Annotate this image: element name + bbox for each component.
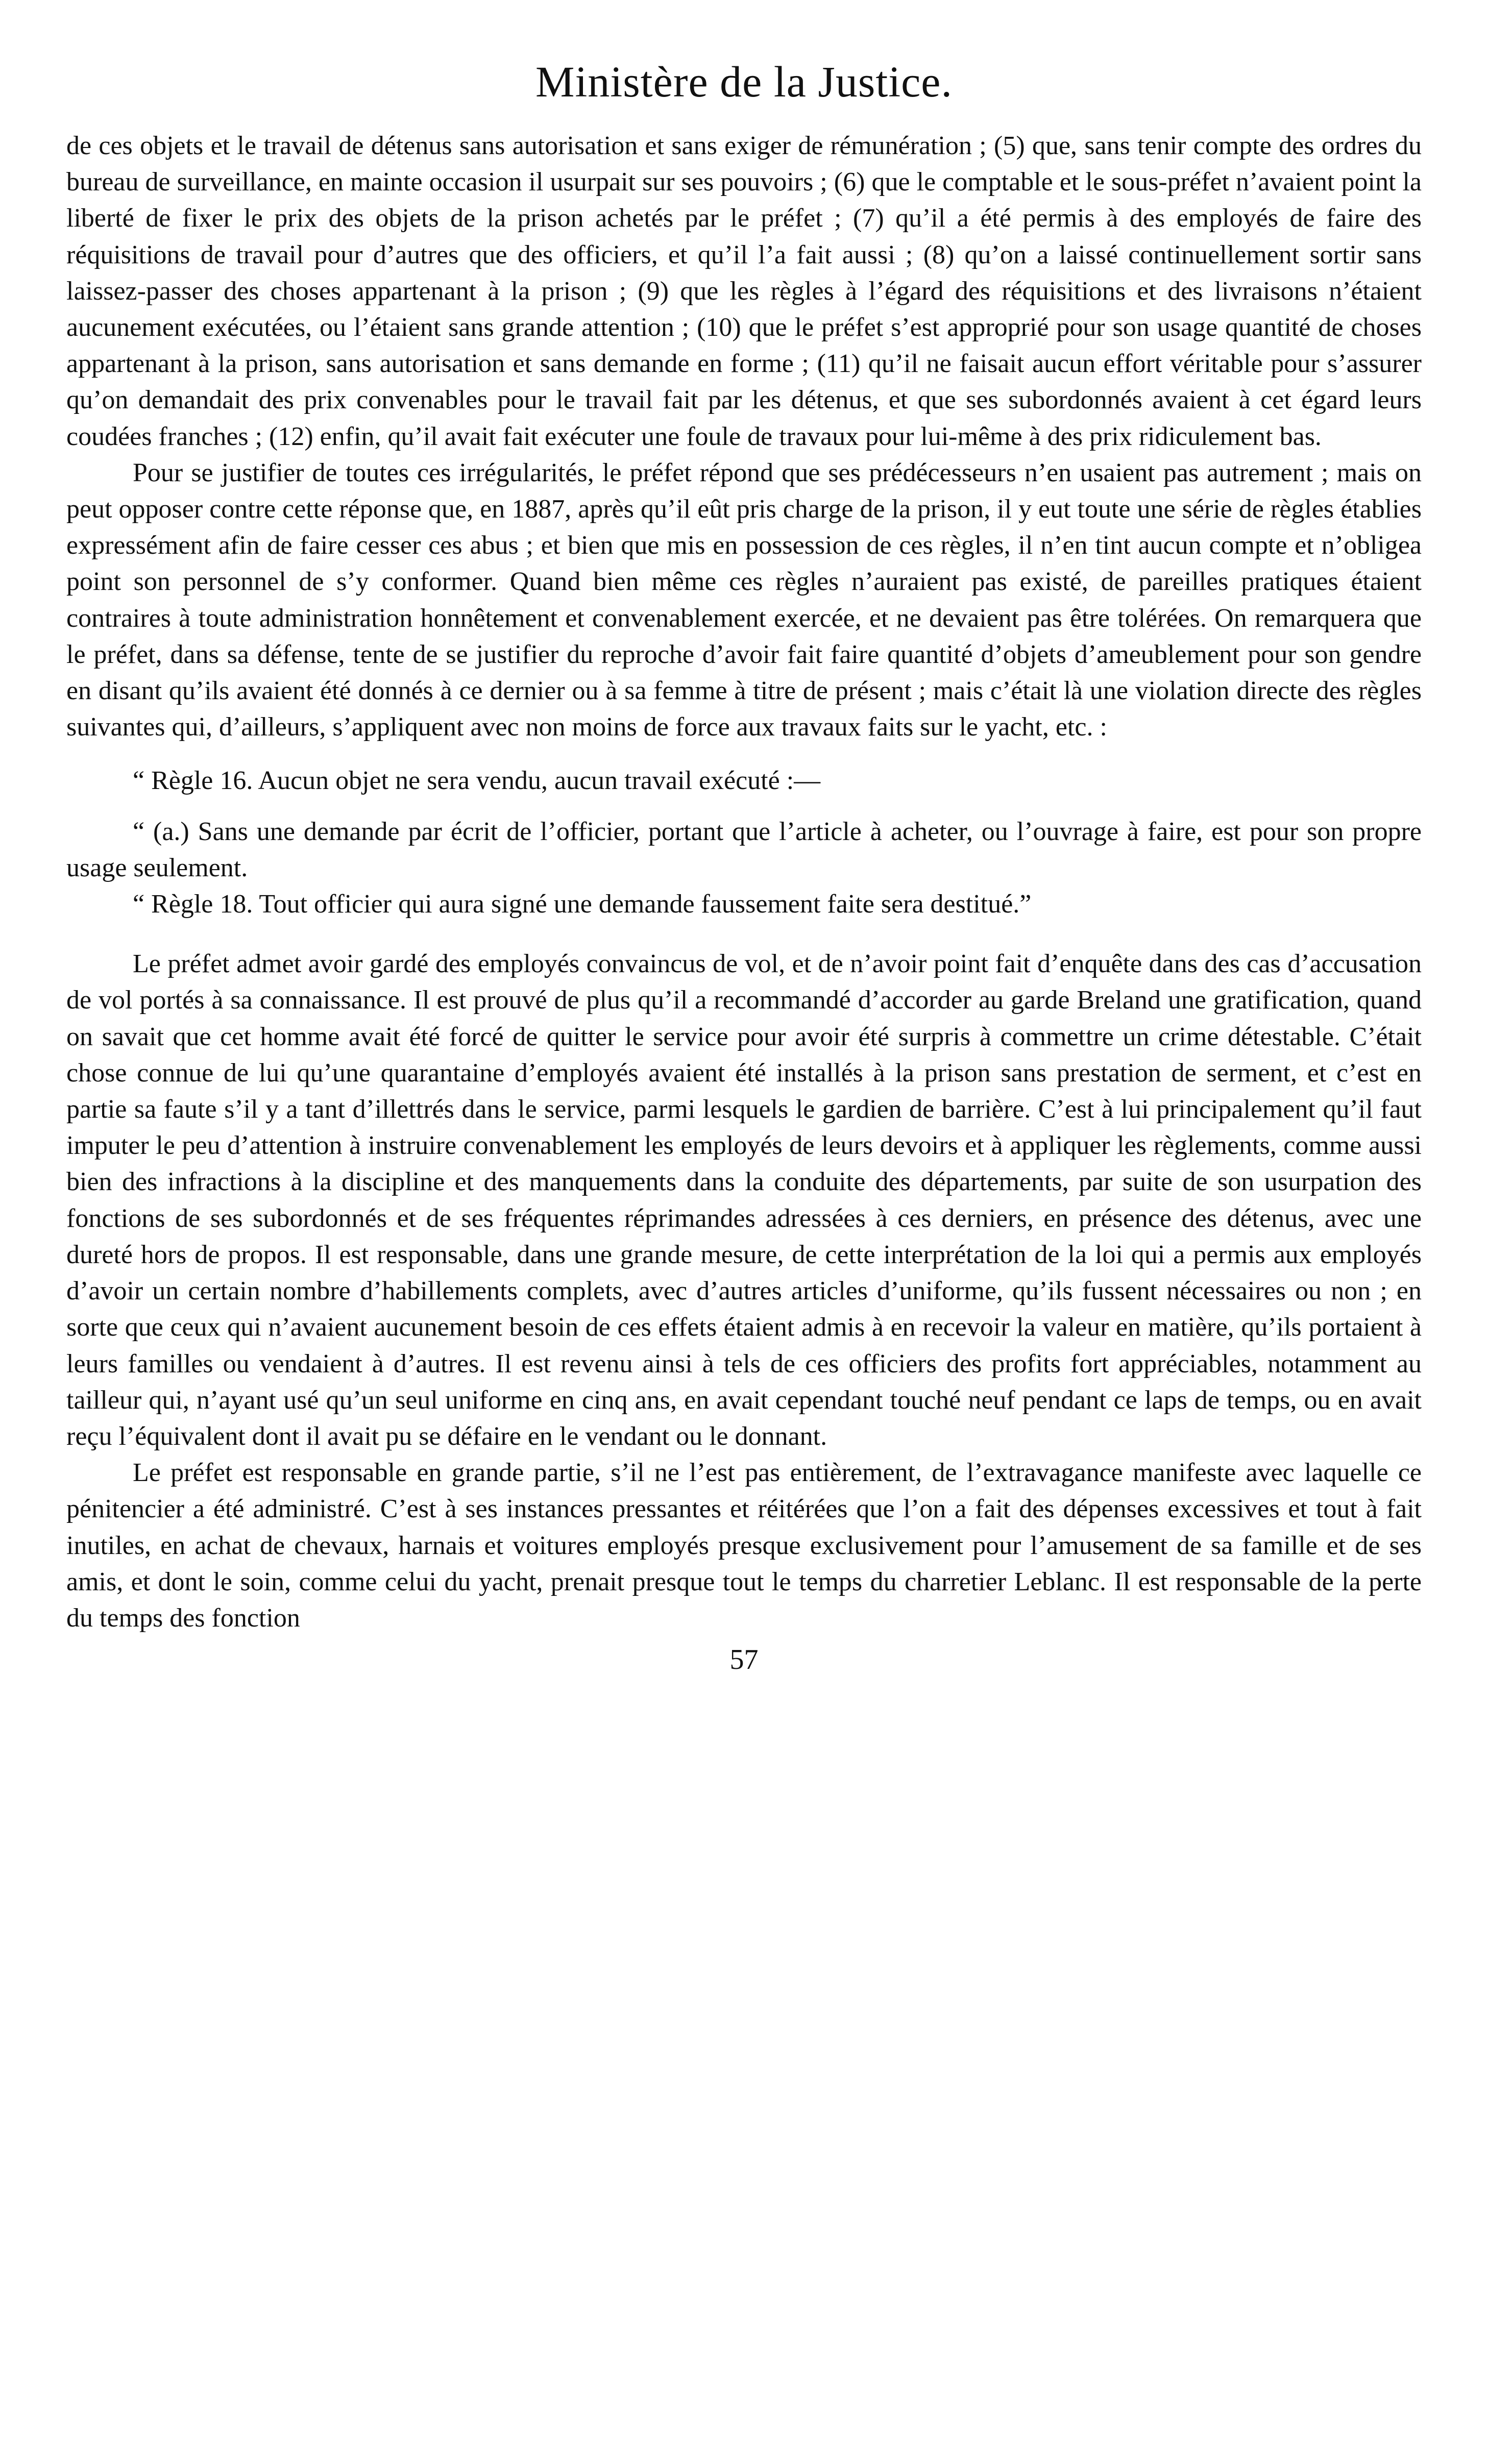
- body-text: [66, 128, 1422, 1636]
- document-page: [66, 56, 1422, 2424]
- page-number: 57: [729, 1644, 759, 1676]
- rule-18: “ Règle 18. Tout officier qui aura signé une demande faussement faite sera destitué.”: [133, 890, 1032, 919]
- paragraph-extravagance: Le préfet est responsable en grande partie, s’il ne l’est pas entièrement, de l’extravagance manifeste avec laquelle ce pénitencier a été administré. C’est à ses instances pressantes et réitérées que l’on a fait des dépenses excessives et tout à fait inutiles, en achat de chevaux, harnais et voitures employés presque exclusivement pour l’amusement de sa famille et de ses amis, et dont le soin, comme celui du yacht, prenait presque tout le temps du charretier Leblanc. Il est responsable de la perte du temps des fonction: [66, 1458, 1422, 1633]
- rule-16: “ Règle 16. Aucun objet ne sera vendu, aucun travail exécuté :—: [133, 766, 821, 796]
- quoted-rules: [66, 762, 1422, 922]
- running-head-title: Ministère de la Justice.: [535, 57, 953, 106]
- rule-16-clause-a: “ (a.) Sans une demande par écrit de l’officier, portant que l’article à acheter, ou l’ouvrage à faire, est pour son propre usage seulement.: [66, 817, 1422, 882]
- paragraph-justification: Pour se justifier de toutes ces irrégularités, le préfet répond que ses prédécesseurs n’en usaient pas autrement ; mais on peut opposer contre cette réponse que, en 1887, après qu’il eût pris charge de la prison, il y eut toute une série de règles établies expressément afin de faire cesser ces abus ; et bien que mis en possession de ces règles, il n’en tint aucun compte et n’obligea point son personnel de s’y conformer. Quand bien même ces règles n’auraient pas existé, de pareilles pratiques étaient contraires à toute administration honnêtement et convenablement exercée, et ne devaient pas être tolérées. On remarquera que le préfet, dans sa défense, tente de se justifier du reproche d’avoir fait faire quantité d’objets d’ameublement pour son gendre en disant qu’ils avaient été donnés à ce dernier ou à sa femme à titre de présent ; mais c’était là une violation directe des règles suivantes qui, d’ailleurs, s’appliquent avec non moins de force aux travaux faits sur le yacht, etc. :: [66, 458, 1422, 742]
- paragraph-continuation: de ces objets et le travail de détenus sans autorisation et sans exiger de rémunération ; (5) que, sans tenir compte des ordres du bureau de surveillance, en mainte occasion il usurpait sur ses pouvoirs ; (6) que le comptable et le sous-préfet n’avaient point la liberté de fixer le prix des objets de la prison achetés par le préfet ; (7) qu’il a été permis à des employés de faire des réquisitions de travail pour d’autres que des officiers, et qu’il l’a fait aussi ; (8) qu’on a laissé continuellement sortir sans laissez-passer des choses appartenant à la prison ; (9) que les règles à l’égard des réquisitions et des livraisons n’étaient aucunement exécutées, ou l’étaient sans grande attention ; (10) que le préfet s’est approprié pour son usage quantité de choses appartenant à la prison, sans autorisation et sans demande en forme ; (11) qu’il ne faisait aucun effort véritable pour s’assurer qu’on demandait des prix convenables pour le travail fait par les détenus, et que ses subordonnés avaient à cet égard leurs coudées franches ; (12) enfin, qu’il avait fait exécuter une foule de travaux pour lui-même à des prix ridiculement bas.: [66, 131, 1422, 451]
- paragraph-employees: Le préfet admet avoir gardé des employés convaincus de vol, et de n’avoir point fait d’enquête dans des cas d’accusation de vol portés à sa connaissance. Il est prouvé de plus qu’il a recommandé d’accorder au garde Breland une gratification, quand on savait que cet homme avait été forcé de quitter le service pour avoir été surpris à commettre un crime détestable. C’était chose connue de lui qu’une quarantaine d’employés avaient été installés à la prison sans prestation de serment, et c’est en partie sa faute s’il y a tant d’illettrés dans le service, parmi lesquels le gardien de barrière. C’est à lui principalement qu’il faut imputer le peu d’attention à instruire convenablement les employés de leurs devoirs et à appliquer les règlements, comme aussi bien des infractions à la discipline et des manquements dans la conduite des départements, par suite de son usurpation des fonctions de ses subordonnés et de ses fréquentes réprimandes adressées à ces derniers, en présence des détenus, avec une dureté hors de propos. Il est responsable, dans une grande mesure, de cette interprétation de la loi qui a permis aux employés d’avoir un certain nombre d’habillements complets, avec d’autres articles d’uniforme, qu’ils fussent nécessaires ou non ; en sorte que ceux qui n’avaient aucunement besoin de ces effets étaient admis à en recevoir la valeur en matière, qu’ils portaient à leurs familles ou vendaient à d’autres. Il est revenu ainsi à tels de ces officiers des profits fort appréciables, notamment au tailleur qui, n’ayant usé qu’un seul uniforme en cinq ans, en avait cependant touché neuf pendant ce laps de temps, ou en avait reçu l’équivalent dont il avait pu se défaire en le vendant ou le donnant.: [66, 949, 1422, 1451]
